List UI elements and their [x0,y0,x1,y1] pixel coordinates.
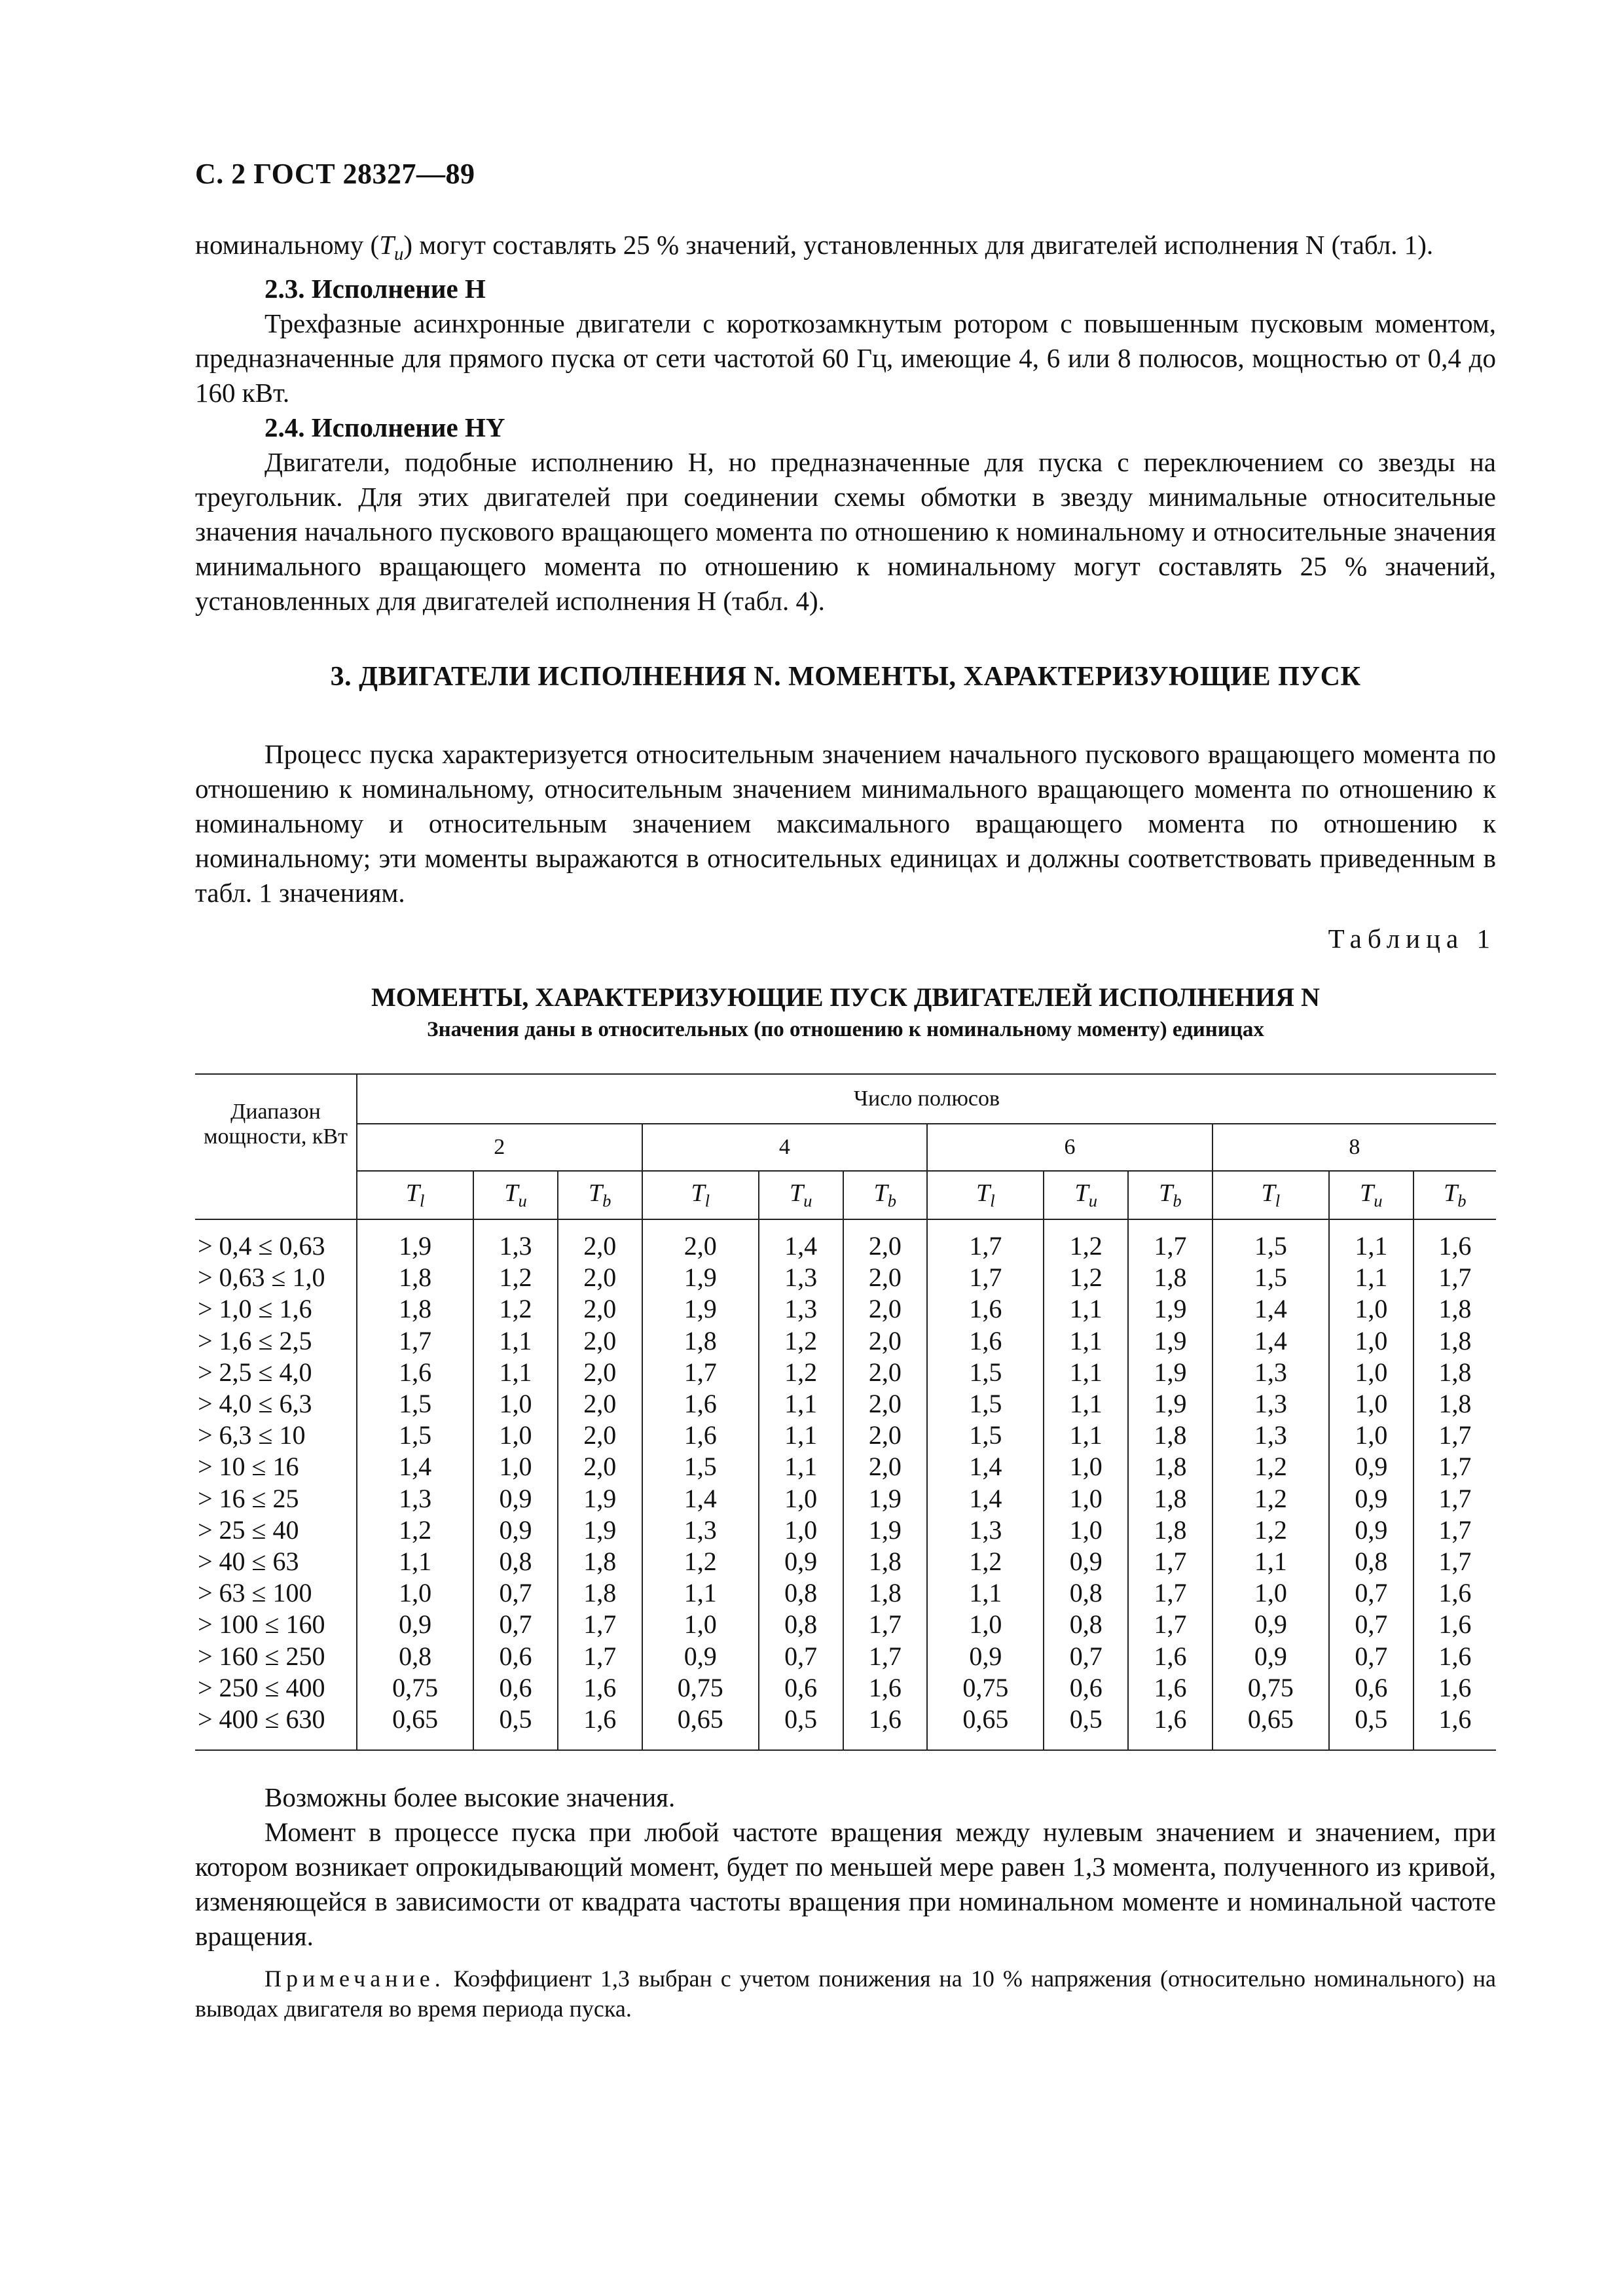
table-row [195,1672,1496,1704]
pole-group-header: 8 [1213,1124,1496,1171]
value-cell: 0,8 [1044,1577,1128,1609]
value-cell: 1,5 [927,1357,1044,1388]
value-cell: 1,9 [558,1483,642,1515]
section-3-text: Процесс пуска характеризуется относительным значением начального пускового вращающего момента по отношению к номинальному, относительным значением минимального вращающего момента по отношению к номинальному и относительным значением максимального вращающего момента по отношению к номинальному; эти моменты выражаются в относительных единицах и должны соответствовать приведенным в табл. 1 значениям. [195,739,1496,908]
intro-block [195,228,1496,619]
value-cell: 1,6 [1128,1672,1213,1704]
value-cell: 1,1 [759,1420,843,1451]
table-row [195,1388,1496,1420]
power-range-header: Диапазон мощности, кВт [195,1074,357,1219]
value-cell: 0,6 [1329,1672,1413,1704]
power-range-cell: > 6,3 ≤ 10 [195,1420,357,1451]
value-cell: 0,75 [927,1672,1044,1704]
value-cell: 1,6 [357,1357,473,1388]
value-cell: 1,1 [473,1325,558,1357]
value-cell: 0,7 [1044,1640,1128,1672]
value-cell: 0,8 [473,1546,558,1577]
value-cell: 1,5 [357,1420,473,1451]
value-cell: 0,7 [759,1640,843,1672]
value-cell: 1,0 [357,1577,473,1609]
torque-symbol-header [1044,1171,1128,1219]
value-cell: 2,0 [843,1293,928,1325]
pole-group-header: 6 [927,1124,1213,1171]
value-cell: 0,8 [759,1609,843,1640]
table-caption: Таблица 1 [1328,924,1496,954]
value-cell: 1,8 [1128,1515,1213,1546]
value-cell: 1,0 [759,1483,843,1515]
value-cell: 1,7 [927,1262,1044,1293]
table-row [195,1704,1496,1750]
table-row [195,1640,1496,1672]
value-cell: 1,3 [927,1515,1044,1546]
symbol-letter: T [976,1179,991,1208]
value-cell: 1,8 [558,1546,642,1577]
value-cell: 1,0 [759,1515,843,1546]
value-cell: 1,7 [1413,1420,1496,1451]
value-cell: 1,1 [1044,1388,1128,1420]
power-range-cell: > 63 ≤ 100 [195,1577,357,1609]
symbol-letter: T [1074,1179,1089,1208]
power-range-cell: > 40 ≤ 63 [195,1546,357,1577]
value-cell: 1,7 [1128,1219,1213,1262]
power-range-cell: > 1,0 ≤ 1,6 [195,1293,357,1325]
value-cell: 1,7 [1413,1546,1496,1577]
symbol-letter: T [1261,1179,1275,1208]
value-cell: 1,7 [927,1219,1044,1262]
value-cell: 1,0 [1044,1451,1128,1482]
value-cell: 1,1 [473,1357,558,1388]
torque-table [195,1073,1496,1751]
value-cell: 0,75 [357,1672,473,1704]
value-cell: 0,7 [473,1577,558,1609]
symbol-subscript: u [394,243,404,265]
value-cell: 1,1 [759,1451,843,1482]
value-cell: 1,3 [473,1219,558,1262]
value-cell: 1,9 [642,1293,759,1325]
value-cell: 2,0 [558,1451,642,1482]
value-cell: 2,0 [843,1420,928,1451]
value-cell: 0,5 [759,1704,843,1750]
value-cell: 1,0 [1329,1293,1413,1325]
torque-symbol-header [759,1171,843,1219]
after-table-block [195,1780,1496,1954]
value-cell: 1,4 [1213,1325,1329,1357]
value-cell: 2,0 [642,1219,759,1262]
value-cell: 2,0 [843,1262,928,1293]
value-cell: 1,9 [843,1515,928,1546]
value-cell: 1,1 [1044,1420,1128,1451]
value-cell: 1,8 [1128,1483,1213,1515]
value-cell: 1,2 [1213,1483,1329,1515]
value-cell: 1,4 [927,1483,1044,1515]
power-range-cell: > 4,0 ≤ 6,3 [195,1388,357,1420]
value-cell: 1,8 [642,1325,759,1357]
value-cell: 1,7 [1413,1515,1496,1546]
value-cell: 1,3 [1213,1420,1329,1451]
section-number: 2.3. [264,274,305,304]
value-cell: 1,1 [357,1546,473,1577]
value-cell: 1,8 [357,1293,473,1325]
value-cell: 1,3 [759,1293,843,1325]
value-cell: 1,2 [1044,1219,1128,1262]
table-row [195,1609,1496,1640]
value-cell: 1,6 [843,1672,928,1704]
symbol-subscript: b [602,1191,611,1211]
power-range-cell: > 16 ≤ 25 [195,1483,357,1515]
value-cell: 1,9 [1128,1357,1213,1388]
symbol-subscript: l [704,1191,710,1211]
torque-symbol-header [473,1171,558,1219]
value-cell: 1,2 [759,1357,843,1388]
value-cell: 2,0 [843,1451,928,1482]
value-cell: 1,1 [1329,1262,1413,1293]
value-cell: 0,75 [1213,1672,1329,1704]
value-cell: 2,0 [558,1262,642,1293]
value-cell: 1,0 [473,1420,558,1451]
section-2-4-text: Двигатели, подобные исполнению H, но предназначенные для пуска с переключением со звезды на треугольник. Для этих двигателей при соединении схемы обмотки в звезду минимальные относительные значения начального пускового вращающего момента по отношению к номинальному и относительные значения минимального вращающего момента по отношению к номинальному могут составлять 25 % значений, установленных для двигателей исполнения H (табл. 4). [195,447,1496,617]
value-cell: 1,7 [1128,1546,1213,1577]
value-cell: 1,9 [843,1483,928,1515]
value-cell: 0,6 [473,1640,558,1672]
symbol-subscript: u [518,1191,527,1211]
value-cell: 1,7 [558,1609,642,1640]
value-cell: 1,0 [1329,1357,1413,1388]
torque-symbol-tu [379,230,404,265]
table-row [195,1357,1496,1388]
value-cell: 1,4 [759,1219,843,1262]
value-cell: 1,8 [357,1262,473,1293]
value-cell: 1,2 [642,1546,759,1577]
value-cell: 1,2 [357,1515,473,1546]
value-cell: 2,0 [558,1420,642,1451]
value-cell: 0,9 [642,1640,759,1672]
value-cell: 1,1 [927,1577,1044,1609]
value-cell: 1,9 [558,1515,642,1546]
power-range-cell: > 0,4 ≤ 0,63 [195,1219,357,1262]
section-title: Исполнение HY [311,412,505,443]
footnote [195,1964,1496,2024]
table-subtitle: Значения даны в относительных (по отношению к номинальному моменту) единицах [427,1018,1264,1041]
symbol-subscript: b [1457,1191,1467,1211]
symbol-letter: T [789,1179,804,1208]
symbol-letter: T [405,1179,420,1208]
torque-symbol-header [1213,1171,1329,1219]
value-cell: 1,0 [1329,1388,1413,1420]
poles-header: Число полюсов [357,1074,1496,1124]
value-cell: 1,4 [642,1483,759,1515]
value-cell: 1,6 [1413,1704,1496,1750]
intro-paragraph [195,228,1496,272]
value-cell: 1,2 [1213,1515,1329,1546]
symbol-subscript: u [1088,1191,1097,1211]
value-cell: 2,0 [558,1219,642,1262]
table-row [195,1219,1496,1262]
value-cell: 0,5 [473,1704,558,1750]
value-cell: 1,9 [1128,1293,1213,1325]
value-cell: 1,1 [1044,1325,1128,1357]
torque-symbol-header [927,1171,1044,1219]
symbol-letter: T [873,1179,888,1208]
symbol-subscript: l [419,1191,425,1211]
value-cell: 1,1 [642,1577,759,1609]
value-cell: 0,65 [357,1704,473,1750]
torque-symbol-header [642,1171,759,1219]
value-cell: 0,7 [1329,1609,1413,1640]
value-cell: 1,0 [1329,1420,1413,1451]
value-cell: 1,0 [927,1609,1044,1640]
symbol-letter: T [691,1179,705,1208]
value-cell: 1,6 [1413,1672,1496,1704]
value-cell: 1,2 [1213,1451,1329,1482]
value-cell: 2,0 [843,1219,928,1262]
symbol-letter: T [1159,1179,1173,1208]
value-cell: 1,1 [1329,1219,1413,1262]
value-cell: 1,6 [642,1388,759,1420]
symbol-letter: T [1360,1179,1374,1208]
table-row [195,1325,1496,1357]
symbol-subscript: l [990,1191,995,1211]
value-cell: 1,3 [1213,1388,1329,1420]
value-cell: 1,6 [1413,1640,1496,1672]
value-cell: 1,7 [357,1325,473,1357]
value-cell: 0,8 [357,1640,473,1672]
value-cell: 1,6 [927,1325,1044,1357]
value-cell: 1,5 [357,1388,473,1420]
value-cell: 2,0 [558,1293,642,1325]
value-cell: 1,5 [1213,1262,1329,1293]
value-cell: 2,0 [843,1357,928,1388]
higher-values-note: Возможны более высокие значения. [264,1782,676,1812]
section-3-title: 3. ДВИГАТЕЛИ ИСПОЛНЕНИЯ N. МОМЕНТЫ, ХАРАКТЕРИЗУЮЩИЕ ПУСК [330,662,1361,692]
torque-symbol-header [843,1171,928,1219]
note-text: Коэффициент 1,3 выбран с учетом понижения на 10 % напряжения (относительно номинального) на выводах двигателя во время периода пуска. [195,1965,1497,2022]
torque-symbol-header [1128,1171,1213,1219]
value-cell: 1,9 [1128,1388,1213,1420]
value-cell: 0,9 [473,1515,558,1546]
value-cell: 1,0 [1044,1483,1128,1515]
section-number: 2.4. [264,412,305,443]
value-cell: 1,9 [642,1262,759,1293]
value-cell: 1,8 [1128,1262,1213,1293]
value-cell: 1,6 [1413,1219,1496,1262]
value-cell: 1,8 [1128,1420,1213,1451]
value-cell: 1,6 [558,1704,642,1750]
pole-group-header: 4 [642,1124,928,1171]
value-cell: 0,8 [759,1577,843,1609]
value-cell: 1,8 [1128,1451,1213,1482]
value-cell: 0,65 [927,1704,1044,1750]
value-cell: 1,7 [1413,1483,1496,1515]
value-cell: 1,5 [927,1420,1044,1451]
value-cell: 1,0 [642,1609,759,1640]
power-range-cell: > 2,5 ≤ 4,0 [195,1357,357,1388]
value-cell: 2,0 [843,1325,928,1357]
table-title: МОМЕНТЫ, ХАРАКТЕРИЗУЮЩИЕ ПУСК ДВИГАТЕЛЕЙ ИСПОЛНЕНИЯ N [371,982,1320,1012]
value-cell: 0,9 [1044,1546,1128,1577]
value-cell: 0,9 [1329,1483,1413,1515]
value-cell: 1,6 [1413,1609,1496,1640]
power-range-cell: > 250 ≤ 400 [195,1672,357,1704]
value-cell: 1,7 [1413,1451,1496,1482]
value-cell: 1,7 [558,1640,642,1672]
value-cell: 1,8 [843,1546,928,1577]
value-cell: 1,3 [357,1483,473,1515]
value-cell: 1,3 [1213,1357,1329,1388]
power-range-cell: > 25 ≤ 40 [195,1515,357,1546]
value-cell: 0,7 [1329,1640,1413,1672]
value-cell: 1,6 [843,1704,928,1750]
value-cell: 1,7 [1128,1577,1213,1609]
value-cell: 0,7 [473,1609,558,1640]
torque-symbol-header [1329,1171,1413,1219]
power-range-cell: > 100 ≤ 160 [195,1609,357,1640]
value-cell: 0,75 [642,1672,759,1704]
power-range-cell: > 1,6 ≤ 2,5 [195,1325,357,1357]
value-cell: 0,9 [1329,1515,1413,1546]
value-cell: 2,0 [558,1388,642,1420]
value-cell: 0,5 [1044,1704,1128,1750]
value-cell: 0,8 [1329,1546,1413,1577]
symbol-subscript: b [887,1191,897,1211]
torque-symbol-header [357,1171,473,1219]
table-row [195,1483,1496,1515]
value-cell: 1,1 [1044,1293,1128,1325]
value-cell: 1,8 [1413,1388,1496,1420]
value-cell: 0,8 [1044,1609,1128,1640]
pole-group-header: 2 [357,1124,642,1171]
value-cell: 1,4 [927,1451,1044,1482]
value-cell: 0,9 [1329,1451,1413,1482]
table-row [195,1262,1496,1293]
value-cell: 1,8 [1413,1357,1496,1388]
symbol-subscript: l [1275,1191,1281,1211]
value-cell: 1,5 [1213,1219,1329,1262]
value-cell: 1,8 [558,1577,642,1609]
value-cell: 1,2 [1044,1262,1128,1293]
starting-torque-paragraph: Момент в процессе пуска при любой частоте вращения между нулевым значением и значением, при котором возникает опрокидывающий момент, будет по меньшей мере равен 1,3 момента, полученного из кривой, изменяющейся в зависимости от квадрата частоты вращения при номинальном моменте и номинальной частоте вращения. [195,1817,1496,1951]
value-cell: 1,6 [642,1420,759,1451]
value-cell: 1,9 [357,1219,473,1262]
intro-text-end: ) могут составлять 25 % значений, установленных для двигателей исполнения N (табл. 1). [403,230,1434,260]
value-cell: 1,8 [1413,1325,1496,1357]
value-cell: 2,0 [558,1325,642,1357]
section-3-body [195,737,1496,910]
symbol-subscript: u [1374,1191,1383,1211]
value-cell: 1,4 [1213,1293,1329,1325]
value-cell: 0,9 [1213,1609,1329,1640]
value-cell: 1,7 [843,1609,928,1640]
value-cell: 0,6 [1044,1672,1128,1704]
value-cell: 1,3 [642,1515,759,1546]
value-cell: 0,9 [473,1483,558,1515]
symbol-letter: T [379,230,395,260]
section-2-3-heading [195,272,1496,306]
value-cell: 0,65 [642,1704,759,1750]
symbol-subscript: b [1173,1191,1182,1211]
value-cell: 1,6 [1128,1704,1213,1750]
value-cell: 1,4 [357,1451,473,1482]
power-range-cell: > 10 ≤ 16 [195,1451,357,1482]
table-row [195,1293,1496,1325]
table-row [195,1546,1496,1577]
value-cell: 0,9 [927,1640,1044,1672]
value-cell: 0,65 [1213,1704,1329,1750]
value-cell: 2,0 [558,1357,642,1388]
value-cell: 0,6 [473,1672,558,1704]
value-cell: 1,9 [1128,1325,1213,1357]
table-row [195,1420,1496,1451]
power-range-cell: > 0,63 ≤ 1,0 [195,1262,357,1293]
value-cell: 1,6 [927,1293,1044,1325]
symbol-letter: T [504,1179,519,1208]
power-range-cell: > 400 ≤ 630 [195,1704,357,1750]
value-cell: 0,5 [1329,1704,1413,1750]
value-cell: 1,1 [759,1388,843,1420]
table-row [195,1515,1496,1546]
note-label: Примечание. [264,1965,445,1992]
value-cell: 1,7 [642,1357,759,1388]
value-cell: 0,9 [1213,1640,1329,1672]
table-row [195,1451,1496,1482]
value-cell: 1,1 [1044,1357,1128,1388]
value-cell: 2,0 [843,1388,928,1420]
value-cell: 1,6 [558,1672,642,1704]
value-cell: 0,9 [759,1546,843,1577]
value-cell: 1,2 [759,1325,843,1357]
section-2-3-text: Трехфазные асинхронные двигатели с короткозамкнутым ротором с повышенным пусковым моментом, предназначенные для прямого пуска от сети частотой 60 Гц, имеющие 4, 6 или 8 полюсов, мощностью от 0,4 до 160 кВт. [195,308,1496,408]
value-cell: 1,3 [759,1262,843,1293]
symbol-letter: T [1444,1179,1458,1208]
value-cell: 1,7 [843,1640,928,1672]
value-cell: 1,6 [1413,1577,1496,1609]
intro-text-start: номинальному ( [195,230,380,260]
value-cell: 1,0 [1044,1515,1128,1546]
section-title: Исполнение H [311,274,486,304]
symbol-subscript: u [803,1191,812,1211]
value-cell: 0,6 [759,1672,843,1704]
value-cell: 1,1 [1213,1546,1329,1577]
section-2-4-heading [195,410,1496,445]
value-cell: 1,2 [927,1546,1044,1577]
value-cell: 1,2 [473,1262,558,1293]
power-range-cell: > 160 ≤ 250 [195,1640,357,1672]
value-cell: 1,0 [473,1451,558,1482]
value-cell: 1,6 [1128,1640,1213,1672]
symbol-letter: T [589,1179,603,1208]
torque-symbol-header [558,1171,642,1219]
value-cell: 1,5 [927,1388,1044,1420]
value-cell: 1,8 [843,1577,928,1609]
value-cell: 1,0 [1329,1325,1413,1357]
value-cell: 0,9 [357,1609,473,1640]
value-cell: 1,7 [1413,1262,1496,1293]
value-cell: 1,7 [1128,1609,1213,1640]
value-cell: 1,2 [473,1293,558,1325]
value-cell: 0,7 [1329,1577,1413,1609]
value-cell: 1,0 [1213,1577,1329,1609]
value-cell: 1,8 [1413,1293,1496,1325]
value-cell: 1,0 [473,1388,558,1420]
table-row [195,1577,1496,1609]
torque-symbol-header [1413,1171,1496,1219]
value-cell: 1,5 [642,1451,759,1482]
running-head: С. 2 ГОСТ 28327—89 [195,158,475,190]
